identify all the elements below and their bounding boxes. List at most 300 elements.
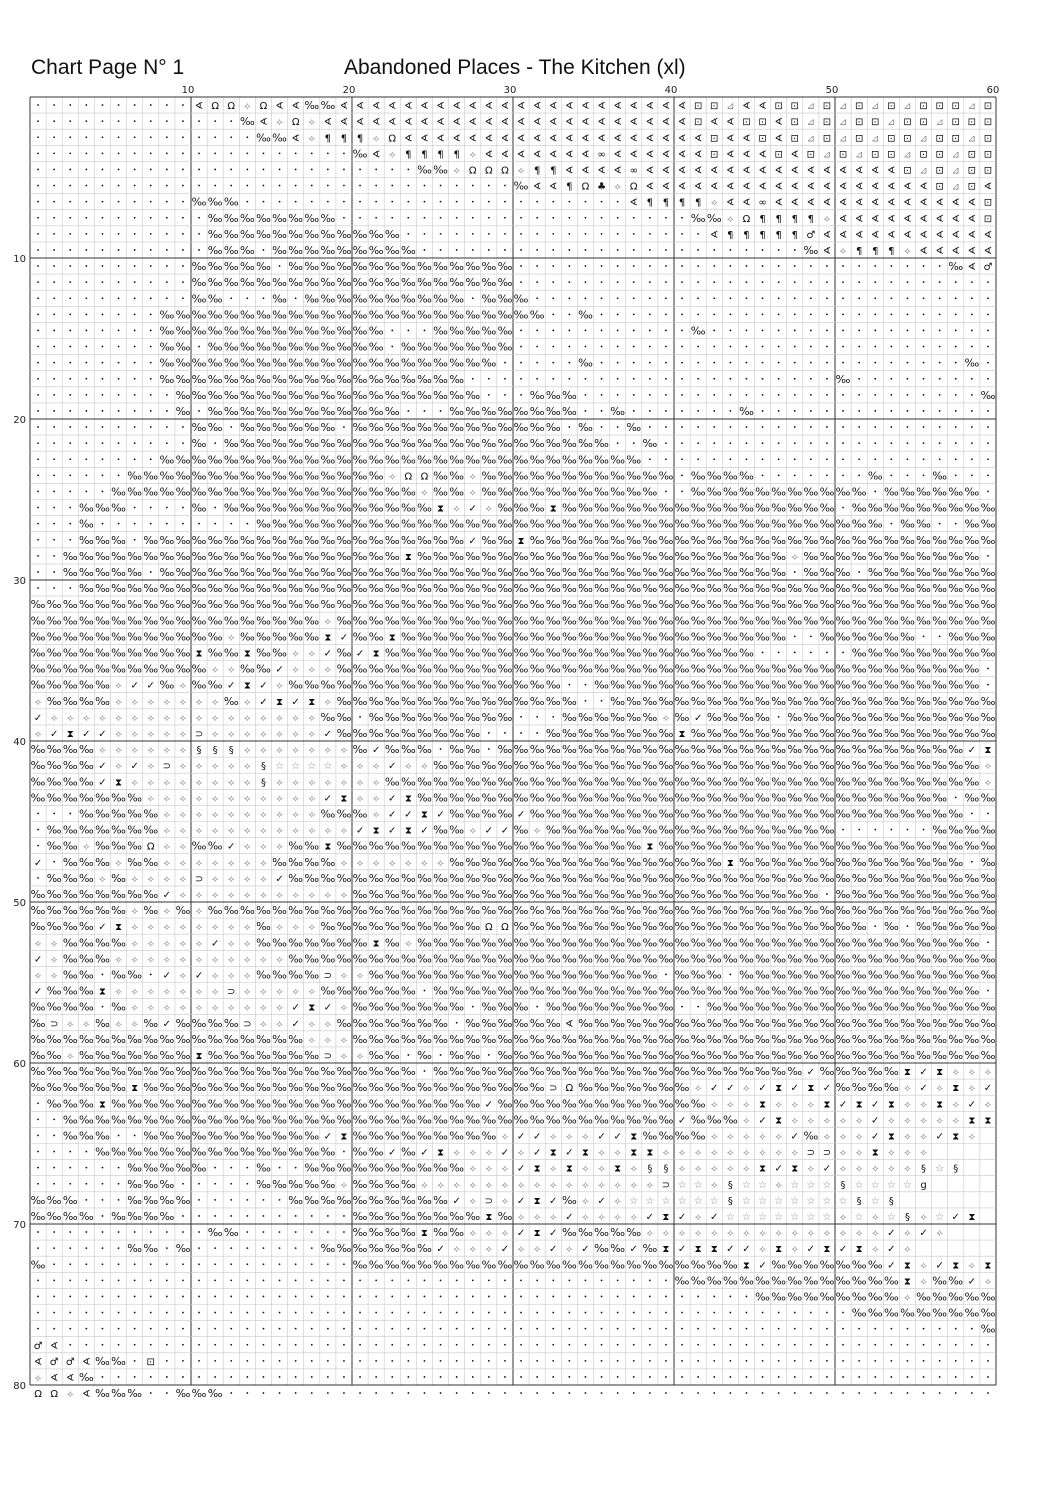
stitch-symbol: ‰ bbox=[272, 1048, 287, 1062]
stitch-symbol: ✓ bbox=[710, 1083, 719, 1095]
stitch-empty-dot bbox=[118, 1199, 120, 1201]
stitch-symbol: ‰ bbox=[272, 211, 287, 225]
stitch-symbol: ‰ bbox=[578, 1113, 593, 1127]
stitch-symbol: ‰ bbox=[561, 533, 577, 547]
stitch-empty-dot bbox=[102, 1279, 104, 1281]
stitch-symbol: ⟡ bbox=[195, 793, 203, 805]
stitch-empty-dot bbox=[568, 1376, 570, 1378]
stitch-symbol: ‰ bbox=[610, 807, 626, 821]
stitch-empty-dot bbox=[488, 1054, 490, 1056]
stitch-symbol: ‰ bbox=[368, 227, 384, 241]
stitch-symbol: ‰ bbox=[127, 1242, 143, 1256]
stitch-symbol: ⟡ bbox=[147, 761, 155, 773]
stitch-empty-dot bbox=[890, 265, 892, 267]
stitch-symbol: ‰ bbox=[159, 678, 175, 692]
stitch-empty-dot bbox=[53, 346, 55, 348]
stitch-symbol: ∢ bbox=[500, 149, 510, 161]
stitch-empty-dot bbox=[166, 217, 168, 219]
stitch-symbol: ‰ bbox=[78, 678, 94, 692]
stitch-symbol: ∢ bbox=[82, 1356, 91, 1368]
stitch-empty-dot bbox=[858, 571, 860, 573]
stitch-empty-dot bbox=[424, 185, 426, 187]
stitch-symbol: ‰ bbox=[690, 549, 706, 563]
stitch-symbol: ‰ bbox=[739, 630, 754, 644]
stitch-symbol: ‰ bbox=[851, 952, 867, 966]
stitch-symbol: ‰ bbox=[545, 421, 561, 435]
stitch-empty-dot bbox=[37, 1167, 39, 1169]
stitch-empty-dot bbox=[391, 201, 393, 203]
stitch-symbol: ‰ bbox=[513, 517, 529, 531]
stitch-symbol: ‰ bbox=[272, 598, 287, 612]
stitch-symbol: ‰ bbox=[835, 1065, 851, 1079]
stitch-symbol: ‰ bbox=[545, 775, 561, 789]
stitch-symbol: ‰ bbox=[191, 308, 207, 322]
stitch-symbol: ¶ bbox=[791, 229, 798, 241]
stitch-empty-dot bbox=[102, 378, 104, 380]
stitch-symbol: ‰ bbox=[948, 823, 964, 837]
stitch-symbol: ‰ bbox=[433, 453, 448, 467]
stitch-empty-dot bbox=[311, 201, 313, 203]
stitch-symbol: ‰ bbox=[465, 614, 481, 628]
stitch-symbol: ‰ bbox=[175, 549, 191, 563]
stitch-symbol: ‰ bbox=[674, 1097, 690, 1111]
stitch-empty-dot bbox=[85, 458, 87, 460]
stitch-symbol: ‰ bbox=[417, 662, 432, 676]
stitch-symbol: ‰ bbox=[706, 630, 722, 644]
stitch-symbol: ‰ bbox=[916, 1000, 931, 1014]
stitch-empty-dot bbox=[585, 1328, 587, 1330]
stitch-empty-dot bbox=[649, 1279, 651, 1281]
stitch-symbol: ‰ bbox=[513, 791, 529, 805]
stitch-empty-dot bbox=[536, 249, 538, 251]
stitch-symbol: ‰ bbox=[304, 404, 320, 418]
stitch-empty-dot bbox=[166, 233, 168, 235]
stitch-empty-dot bbox=[729, 249, 731, 251]
stitch-symbol: ‰ bbox=[400, 517, 416, 531]
stitch-symbol: ‰ bbox=[62, 871, 78, 885]
stitch-empty-dot bbox=[102, 104, 104, 106]
stitch-symbol: ‰ bbox=[417, 340, 432, 354]
stitch-symbol: ‰ bbox=[288, 1145, 304, 1159]
stitch-empty-dot bbox=[520, 249, 522, 251]
stitch-symbol: ‰ bbox=[658, 582, 674, 596]
stitch-empty-dot bbox=[697, 410, 699, 412]
stitch-empty-dot bbox=[681, 1006, 683, 1008]
stitch-empty-dot bbox=[568, 684, 570, 686]
stitch-symbol: ‰ bbox=[352, 453, 368, 467]
stitch-symbol: ‰ bbox=[239, 1048, 255, 1062]
stitch-symbol: ‰ bbox=[658, 533, 674, 547]
stitch-symbol: ‰ bbox=[787, 710, 803, 724]
stitch-empty-dot bbox=[69, 1263, 71, 1265]
stitch-symbol: ‰ bbox=[739, 1065, 754, 1079]
stitch-symbol: ⟡ bbox=[710, 1179, 718, 1191]
stitch-symbol: ‰ bbox=[368, 308, 384, 322]
stitch-empty-dot bbox=[681, 330, 683, 332]
stitch-symbol: ‰ bbox=[867, 839, 883, 853]
stitch-symbol: ‰ bbox=[111, 1065, 126, 1079]
stitch-empty-dot bbox=[746, 297, 748, 299]
stitch-symbol: ∢ bbox=[597, 117, 606, 129]
stitch-symbol: ‰ bbox=[304, 968, 320, 982]
stitch-symbol: ‰ bbox=[900, 759, 915, 773]
stitch-symbol: ‰ bbox=[739, 549, 754, 563]
stitch-empty-dot bbox=[971, 861, 973, 863]
stitch-empty-dot bbox=[842, 442, 844, 444]
stitch-symbol: ‰ bbox=[159, 1065, 175, 1079]
stitch-symbol: ‰ bbox=[771, 743, 787, 757]
stitch-symbol: ‰ bbox=[948, 1290, 964, 1304]
stitch-symbol: ‰ bbox=[948, 807, 964, 821]
stitch-empty-dot bbox=[536, 1328, 538, 1330]
stitch-symbol: ⊡ bbox=[790, 133, 799, 145]
stitch-empty-dot bbox=[246, 1167, 248, 1169]
stitch-symbol: ‰ bbox=[336, 904, 352, 918]
stitch-symbol: ‰ bbox=[352, 1226, 368, 1240]
stitch-symbol: ‰ bbox=[706, 549, 722, 563]
stitch-symbol: ‰ bbox=[948, 501, 964, 515]
stitch-empty-dot bbox=[166, 281, 168, 283]
stitch-symbol: ‰ bbox=[513, 565, 529, 579]
stitch-empty-dot bbox=[37, 1328, 39, 1330]
stitch-symbol: ✓ bbox=[549, 1195, 558, 1207]
stitch-empty-dot bbox=[37, 346, 39, 348]
stitch-empty-dot bbox=[729, 394, 731, 396]
stitch-symbol: ‰ bbox=[948, 759, 964, 773]
stitch-symbol: ‰ bbox=[835, 1000, 851, 1014]
stitch-symbol: ⧗ bbox=[340, 1131, 348, 1143]
stitch-symbol: ✓ bbox=[146, 680, 155, 692]
stitch-symbol: ⟡ bbox=[195, 696, 203, 708]
stitch-symbol: ‰ bbox=[175, 388, 191, 402]
stitch-symbol: ‰ bbox=[433, 1065, 448, 1079]
stitch-symbol: ∢ bbox=[339, 117, 349, 129]
stitch-empty-dot bbox=[134, 410, 136, 412]
stitch-symbol: ‰ bbox=[465, 678, 481, 692]
stitch-empty-dot bbox=[182, 1231, 184, 1233]
stitch-empty-dot bbox=[53, 571, 55, 573]
stitch-symbol: ‰ bbox=[722, 517, 738, 531]
stitch-symbol: ∢ bbox=[887, 165, 896, 177]
stitch-symbol: ☆ bbox=[741, 1211, 751, 1223]
stitch-empty-dot bbox=[472, 378, 474, 380]
stitch-symbol: ‰ bbox=[642, 984, 658, 998]
stitch-symbol: ‰ bbox=[642, 469, 658, 483]
stitch-symbol: ♂ bbox=[806, 229, 816, 241]
stitch-symbol: ‰ bbox=[384, 904, 400, 918]
stitch-empty-dot bbox=[488, 1376, 490, 1378]
stitch-empty-dot bbox=[391, 1328, 393, 1330]
stitch-symbol: ‰ bbox=[62, 984, 78, 998]
stitch-symbol: ‰ bbox=[239, 582, 255, 596]
stitch-empty-dot bbox=[102, 136, 104, 138]
stitch-symbol: ‰ bbox=[578, 984, 593, 998]
stitch-symbol: ‰ bbox=[835, 839, 851, 853]
stitch-symbol: ⟡ bbox=[163, 841, 171, 853]
stitch-symbol: ⧗ bbox=[936, 1067, 944, 1079]
stitch-symbol: ‰ bbox=[111, 1081, 126, 1095]
stitch-empty-dot bbox=[391, 169, 393, 171]
stitch-symbol: ‰ bbox=[706, 211, 722, 225]
stitch-empty-dot bbox=[987, 458, 989, 460]
stitch-symbol: ⧗ bbox=[404, 793, 412, 805]
stitch-symbol: ‰ bbox=[30, 1000, 46, 1014]
stitch-symbol: ‰ bbox=[288, 372, 304, 386]
stitch-symbol: ‰ bbox=[433, 646, 448, 660]
stitch-symbol: ‰ bbox=[95, 1145, 110, 1159]
stitch-symbol: ‰ bbox=[127, 469, 143, 483]
stitch-symbol: g bbox=[920, 1179, 927, 1191]
stitch-symbol: ‰ bbox=[352, 1016, 368, 1030]
stitch-symbol: ‰ bbox=[78, 887, 94, 901]
stitch-empty-dot bbox=[311, 1328, 313, 1330]
stitch-empty-dot bbox=[778, 281, 780, 283]
stitch-symbol: ‰ bbox=[111, 646, 126, 660]
stitch-empty-dot bbox=[488, 233, 490, 235]
stitch-symbol: ‰ bbox=[191, 1129, 207, 1143]
stitch-symbol: Ω bbox=[291, 117, 300, 129]
stitch-symbol: ‰ bbox=[384, 1016, 400, 1030]
stitch-symbol: ‰ bbox=[465, 920, 481, 934]
stitch-empty-dot bbox=[907, 1328, 909, 1330]
stitch-symbol: ‰ bbox=[368, 1145, 384, 1159]
stitch-empty-dot bbox=[729, 378, 731, 380]
stitch-symbol: ‰ bbox=[513, 292, 529, 306]
stitch-empty-dot bbox=[69, 201, 71, 203]
stitch-empty-dot bbox=[279, 169, 281, 171]
stitch-empty-dot bbox=[713, 1392, 715, 1394]
stitch-symbol: ⟡ bbox=[855, 1147, 863, 1159]
stitch-symbol: ‰ bbox=[867, 614, 883, 628]
stitch-symbol: ‰ bbox=[384, 952, 400, 966]
stitch-symbol: ‰ bbox=[883, 791, 899, 805]
stitch-symbol: ‰ bbox=[304, 904, 320, 918]
stitch-empty-dot bbox=[424, 249, 426, 251]
stitch-symbol: ‰ bbox=[497, 437, 513, 451]
stitch-symbol: ‰ bbox=[400, 630, 416, 644]
stitch-symbol: ‰ bbox=[787, 775, 803, 789]
stitch-empty-dot bbox=[295, 1392, 297, 1394]
stitch-symbol: ⟡ bbox=[163, 986, 171, 998]
stitch-symbol: ‰ bbox=[594, 968, 609, 982]
stitch-empty-dot bbox=[150, 297, 152, 299]
stitch-symbol: ‰ bbox=[497, 1065, 513, 1079]
stitch-symbol: ‰ bbox=[465, 936, 481, 950]
stitch-symbol: ‰ bbox=[916, 887, 931, 901]
stitch-empty-dot bbox=[617, 330, 619, 332]
stitch-symbol: ⊿ bbox=[854, 149, 864, 161]
stitch-symbol: ‰ bbox=[288, 243, 304, 257]
stitch-empty-dot bbox=[987, 555, 989, 557]
stitch-symbol: ☆ bbox=[741, 1195, 751, 1207]
stitch-empty-dot bbox=[729, 458, 731, 460]
stitch-symbol: ‰ bbox=[883, 952, 899, 966]
stitch-symbol: ‰ bbox=[336, 662, 352, 676]
stitch-symbol: ‰ bbox=[433, 775, 448, 789]
stitch-symbol: ‰ bbox=[400, 952, 416, 966]
stitch-symbol: ‰ bbox=[95, 533, 110, 547]
stitch-symbol: ‰ bbox=[481, 437, 497, 451]
stitch-symbol: ‰ bbox=[481, 1258, 497, 1272]
stitch-empty-dot bbox=[375, 1360, 377, 1362]
stitch-empty-dot bbox=[230, 1199, 232, 1201]
stitch-symbol: ‰ bbox=[851, 871, 867, 885]
stitch-symbol: ‰ bbox=[658, 920, 674, 934]
stitch-symbol: ‰ bbox=[78, 984, 94, 998]
stitch-symbol: ⟡ bbox=[147, 777, 155, 789]
stitch-symbol: ⊡ bbox=[919, 101, 928, 113]
stitch-symbol: ‰ bbox=[787, 1274, 803, 1288]
stitch-symbol: ✓ bbox=[468, 535, 477, 547]
stitch-empty-dot bbox=[456, 1022, 458, 1024]
stitch-symbol: ‰ bbox=[304, 211, 320, 225]
stitch-symbol: ‰ bbox=[433, 678, 448, 692]
stitch-symbol: ‰ bbox=[465, 759, 481, 773]
stitch-symbol: ‰ bbox=[545, 485, 561, 499]
stitch-symbol: ‰ bbox=[674, 904, 690, 918]
stitch-symbol: ‰ bbox=[191, 485, 207, 499]
stitch-symbol: ‰ bbox=[578, 356, 593, 370]
stitch-empty-dot bbox=[134, 1360, 136, 1362]
stitch-symbol: ‰ bbox=[433, 388, 448, 402]
stitch-empty-dot bbox=[246, 152, 248, 154]
stitch-empty-dot bbox=[617, 394, 619, 396]
stitch-symbol: ⟡ bbox=[244, 970, 251, 982]
stitch-empty-dot bbox=[665, 442, 667, 444]
stitch-symbol: ⟡ bbox=[614, 181, 621, 193]
stitch-symbol: ‰ bbox=[272, 276, 287, 290]
stitch-symbol: ‰ bbox=[320, 1161, 336, 1175]
stitch-symbol: ✓ bbox=[677, 1211, 687, 1223]
stitch-empty-dot bbox=[520, 732, 522, 734]
stitch-symbol: ‰ bbox=[578, 437, 593, 451]
stitch-symbol: ‰ bbox=[368, 388, 384, 402]
stitch-symbol: ‰ bbox=[932, 887, 948, 901]
stitch-empty-dot bbox=[649, 1312, 651, 1314]
stitch-empty-dot bbox=[842, 474, 844, 476]
stitch-empty-dot bbox=[69, 1279, 71, 1281]
stitch-empty-dot bbox=[955, 297, 957, 299]
stitch-symbol: ‰ bbox=[368, 1258, 384, 1272]
stitch-symbol: ‰ bbox=[739, 662, 754, 676]
stitch-symbol: ‰ bbox=[481, 469, 497, 483]
stitch-symbol: ‰ bbox=[642, 694, 658, 708]
stitch-empty-dot bbox=[713, 1328, 715, 1330]
stitch-empty-dot bbox=[102, 362, 104, 364]
stitch-symbol: ‰ bbox=[610, 1242, 626, 1256]
stitch-symbol: ‰ bbox=[706, 710, 722, 724]
stitch-symbol: ‰ bbox=[819, 582, 835, 596]
stitch-symbol: ‰ bbox=[175, 1048, 191, 1062]
stitch-empty-dot bbox=[729, 362, 731, 364]
stitch-symbol: ‰ bbox=[62, 920, 78, 934]
stitch-symbol: ‰ bbox=[626, 1226, 642, 1240]
stitch-symbol: ‰ bbox=[819, 775, 835, 789]
stitch-symbol: ‰ bbox=[400, 1193, 416, 1207]
stitch-symbol: ‰ bbox=[545, 1032, 561, 1046]
stitch-symbol: ‰ bbox=[610, 1000, 626, 1014]
stitch-empty-dot bbox=[440, 1296, 442, 1298]
stitch-symbol: ‰ bbox=[932, 694, 948, 708]
stitch-symbol: ‰ bbox=[706, 1032, 722, 1046]
stitch-empty-dot bbox=[939, 330, 941, 332]
stitch-symbol: ⟡ bbox=[276, 745, 283, 757]
stitch-empty-dot bbox=[665, 1296, 667, 1298]
stitch-empty-dot bbox=[633, 378, 635, 380]
stitch-symbol: ✓ bbox=[532, 1131, 542, 1143]
stitch-symbol: ⟡ bbox=[904, 1228, 911, 1240]
stitch-symbol: ‰ bbox=[739, 404, 754, 418]
stitch-symbol: ⊃ bbox=[323, 970, 333, 982]
stitch-empty-dot bbox=[568, 201, 570, 203]
stitch-symbol: ‰ bbox=[835, 807, 851, 821]
stitch-empty-dot bbox=[263, 1279, 265, 1281]
stitch-symbol: ✓ bbox=[565, 1147, 574, 1159]
stitch-symbol: ‰ bbox=[30, 678, 46, 692]
stitch-symbol: ∢ bbox=[436, 133, 445, 145]
stitch-empty-dot bbox=[134, 281, 136, 283]
stitch-symbol: ‰ bbox=[739, 791, 754, 805]
stitch-symbol: ‰ bbox=[883, 1065, 899, 1079]
stitch-symbol: ⟡ bbox=[276, 889, 283, 901]
stitch-empty-dot bbox=[214, 507, 216, 509]
stitch-empty-dot bbox=[279, 1376, 281, 1378]
stitch-symbol: ‰ bbox=[513, 952, 529, 966]
stitch-symbol: ‰ bbox=[30, 614, 46, 628]
stitch-symbol: ‰ bbox=[706, 726, 722, 740]
stitch-symbol: ‰ bbox=[304, 485, 320, 499]
stitch-symbol: ‰ bbox=[706, 485, 722, 499]
stitch-symbol: ⟡ bbox=[340, 857, 348, 869]
stitch-empty-dot bbox=[37, 491, 39, 493]
stitch-symbol: ∢ bbox=[420, 117, 429, 129]
stitch-symbol: ‰ bbox=[320, 340, 336, 354]
stitch-empty-dot bbox=[118, 474, 120, 476]
stitch-symbol: ‰ bbox=[46, 1048, 62, 1062]
stitch-empty-dot bbox=[472, 1328, 474, 1330]
stitch-empty-dot bbox=[166, 1231, 168, 1233]
stitch-symbol: ⟡ bbox=[211, 664, 219, 676]
stitch-empty-dot bbox=[585, 330, 587, 332]
stitch-empty-dot bbox=[585, 346, 587, 348]
stitch-symbol: ‰ bbox=[384, 517, 400, 531]
stitch-symbol: ∢ bbox=[935, 229, 944, 241]
stitch-symbol: ‰ bbox=[803, 823, 819, 837]
stitch-symbol: ⟡ bbox=[904, 1147, 911, 1159]
stitch-symbol: ‰ bbox=[529, 549, 545, 563]
stitch-symbol: ‰ bbox=[932, 501, 948, 515]
stitch-symbol: ‰ bbox=[610, 694, 626, 708]
stitch-empty-dot bbox=[134, 1135, 136, 1137]
stitch-symbol: ¶ bbox=[453, 149, 460, 161]
stitch-empty-dot bbox=[794, 1392, 796, 1394]
stitch-symbol: ∢ bbox=[951, 197, 960, 209]
stitch-symbol: ⟡ bbox=[227, 825, 235, 837]
stitch-symbol: ⊿ bbox=[967, 133, 977, 145]
stitch-empty-dot bbox=[85, 1183, 87, 1185]
stitch-symbol: ⟡ bbox=[501, 1179, 509, 1191]
stitch-empty-dot bbox=[456, 217, 458, 219]
stitch-empty-dot bbox=[407, 169, 409, 171]
stitch-empty-dot bbox=[182, 1360, 184, 1362]
stitch-symbol: ‰ bbox=[46, 871, 62, 885]
stitch-symbol: ‰ bbox=[835, 743, 851, 757]
stitch-symbol: ‰ bbox=[819, 1258, 835, 1272]
stitch-symbol: ‰ bbox=[465, 775, 481, 789]
stitch-symbol: ∢ bbox=[919, 181, 928, 193]
stitch-empty-dot bbox=[955, 394, 957, 396]
stitch-empty-dot bbox=[713, 378, 715, 380]
